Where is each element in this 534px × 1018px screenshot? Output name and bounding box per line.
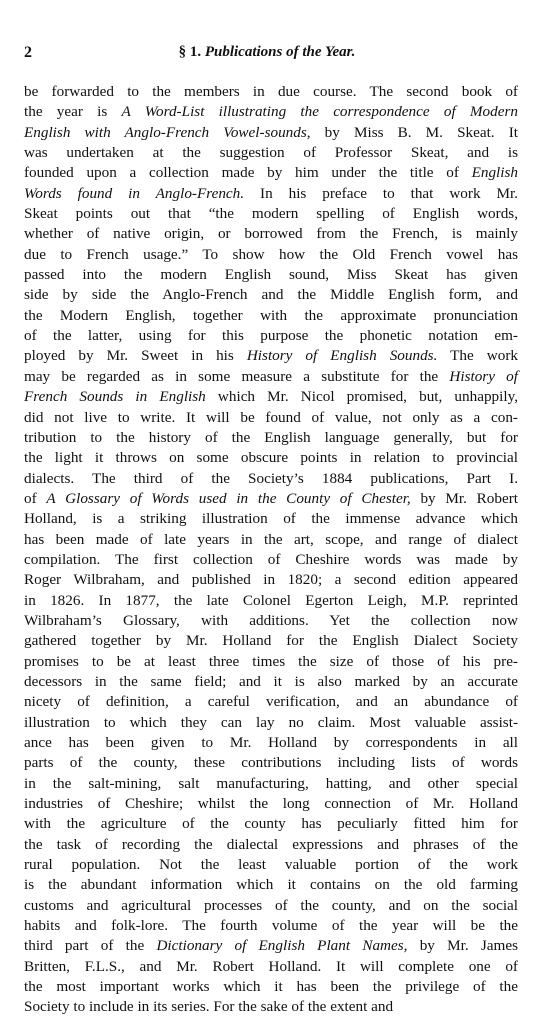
italic-title-text: English with Anglo-French Vowel-sounds, (24, 123, 311, 141)
text-line (24, 469, 518, 489)
line-text: Wilbraham’s Glossary, with additions. Yet the collection now (24, 611, 518, 629)
line-text: promises to be at least three times the size of those of his pre- (24, 652, 518, 670)
page-number: 2 (24, 44, 32, 61)
text-line (24, 916, 518, 936)
text-line (24, 957, 518, 977)
page-header (24, 44, 510, 66)
line-text: has been made of late years in the art, scope, and range of dialect (24, 530, 518, 548)
line-text: habits and folk-lore. The fourth volume of the year will be the (24, 917, 518, 935)
text-line (24, 550, 518, 570)
italic-title-text: Dictionary of English Plant Names, (156, 937, 408, 955)
line-text: of the latter, using for this purpose the phonetic notation em- (24, 327, 518, 345)
line-text: compilation. The first collection of Cheshire words was made by (24, 550, 518, 568)
line-text: illustration to which they can lay no claim. Most valuable assist- (24, 713, 518, 731)
text-line (24, 855, 518, 875)
text-line (24, 184, 518, 204)
line-text: side by side the Anglo-French and the Middle English form, and (24, 286, 518, 304)
text-line (24, 713, 518, 733)
line-text: in the salt-mining, salt manufacturing, hatting, and other special (24, 774, 518, 792)
line-text: third part of the (24, 937, 157, 955)
line-text: tribution to the history of the English language generally, but for (24, 428, 518, 446)
line-text: the most important works which it has been the privilege of the (24, 978, 518, 996)
text-line (24, 123, 518, 143)
line-text: customs and agricultural processes of the county, and on the social (24, 896, 518, 914)
text-line (24, 387, 518, 407)
line-text: is the abundant information which it contains on the old farming (24, 876, 518, 894)
text-line (24, 631, 518, 651)
line-text: Society to include in its series. For the sake of the extent and (24, 998, 394, 1016)
text-line (24, 204, 518, 224)
line-text: nicety of definition, a careful verification, and an abundance of (24, 693, 518, 711)
text-line (24, 367, 518, 387)
line-text: by Miss B. M. Skeat. It (310, 123, 518, 141)
line-text: whether of native origin, or borrowed from the French, is mainly (24, 225, 518, 243)
text-line (24, 265, 518, 285)
text-line (24, 306, 518, 326)
text-line (24, 570, 518, 590)
italic-title-text: A Word-List illustrating the correspondence of Modern (121, 103, 518, 121)
line-text: Holland, is a striking illustration of the immense advance which (24, 510, 518, 528)
text-line (24, 428, 518, 448)
text-line (24, 977, 518, 997)
line-text: passed into the modern English sound, Miss Skeat has given (24, 266, 518, 284)
text-line (24, 774, 518, 794)
line-text: rural population. Not the least valuable portion of the work (24, 856, 518, 874)
text-line (24, 814, 518, 834)
text-line (24, 753, 518, 773)
line-text: In his preface to that work Mr. (244, 184, 518, 202)
line-text: was undertaken at the suggestion of Professor Skeat, and is (24, 144, 518, 162)
line-text: industries of Cheshire; whilst the long connection of Mr. Holland (24, 795, 518, 813)
text-line (24, 652, 518, 672)
text-line (24, 224, 518, 244)
line-text: be forwarded to the members in due course. The second book of (24, 83, 518, 100)
text-line (24, 285, 518, 305)
text-line (24, 672, 518, 692)
line-text: dialects. The third of the Society’s 1884 publications, Part I. (24, 469, 518, 487)
line-text: founded upon a collection made by him under the title of (24, 164, 472, 182)
line-text: The work (437, 347, 518, 365)
text-line (24, 530, 518, 550)
text-line (24, 82, 518, 102)
text-line (24, 489, 518, 509)
text-line (24, 591, 518, 611)
line-text: did not live to write. It will be found of value, not only as a con- (24, 408, 518, 426)
line-text: in 1826. In 1877, the late Colonel Egerton Leigh, M.P. reprinted (24, 591, 518, 609)
text-line (24, 875, 518, 895)
italic-title-text: French Sounds in English (24, 388, 206, 406)
running-head (24, 44, 510, 61)
text-line (24, 936, 518, 956)
text-line (24, 448, 518, 468)
section-mark: § 1. (178, 44, 202, 60)
text-line (24, 102, 518, 122)
line-text: by Mr. James (407, 937, 518, 955)
text-line (24, 346, 518, 366)
text-line (24, 408, 518, 428)
text-line (24, 896, 518, 916)
italic-title-text: History of English Sounds. (246, 347, 438, 365)
running-head-title: Publications of the Year. (204, 44, 356, 60)
text-line (24, 326, 518, 346)
text-line (24, 835, 518, 855)
line-text: due to French usage.” To show how the Old French vowel has (24, 245, 518, 263)
italic-title-text: English (471, 164, 518, 182)
line-text: with the agriculture of the county has peculiarly fitted him for (24, 815, 518, 833)
line-text: the Modern English, together with the approximate pronunciation (24, 306, 518, 324)
line-text: Britten, F.L.S., and Mr. Robert Holland. It will complete one of (24, 957, 518, 975)
line-text: Skeat points out that “the modern spelling of English words, (24, 205, 518, 223)
line-text: which Mr. Nicol promised, but, unhappily, (205, 388, 518, 406)
text-line (24, 692, 518, 712)
text-line (24, 733, 518, 753)
text-line (24, 143, 518, 163)
line-text: the task of recording the dialectal expressions and phrases of the (24, 835, 518, 853)
line-text: ployed by Mr. Sweet in his (24, 347, 247, 365)
body-text (24, 82, 518, 1018)
line-text: parts of the county, these contributions including lists of words (24, 754, 518, 772)
text-line (24, 163, 518, 183)
italic-title-text: History of (449, 367, 518, 385)
line-text: the year is (24, 103, 122, 121)
line-text: decessors in the same field; and it is also marked by an accurate (24, 672, 518, 690)
line-text: ance has been given to Mr. Holland by correspondents in all (24, 734, 518, 751)
line-text: by Mr. Robert (410, 489, 518, 507)
text-line (24, 794, 518, 814)
italic-title-text: Words found in Anglo-French. (24, 184, 245, 202)
text-line (24, 611, 518, 631)
line-text: Roger Wilbraham, and published in 1820; a second edition appeared (24, 571, 518, 589)
text-line (24, 997, 518, 1017)
text-line (24, 509, 518, 529)
italic-title-text: A Glossary of Words used in the County of Chester, (46, 489, 411, 507)
text-line (24, 245, 518, 265)
line-text: the light it throws on some obscure points in relation to provincial (24, 449, 518, 467)
line-text: may be regarded as in some measure a substitute for the (24, 367, 450, 385)
line-text: of (24, 489, 47, 507)
line-text: gathered together by Mr. Holland for the English Dialect Society (24, 632, 518, 650)
